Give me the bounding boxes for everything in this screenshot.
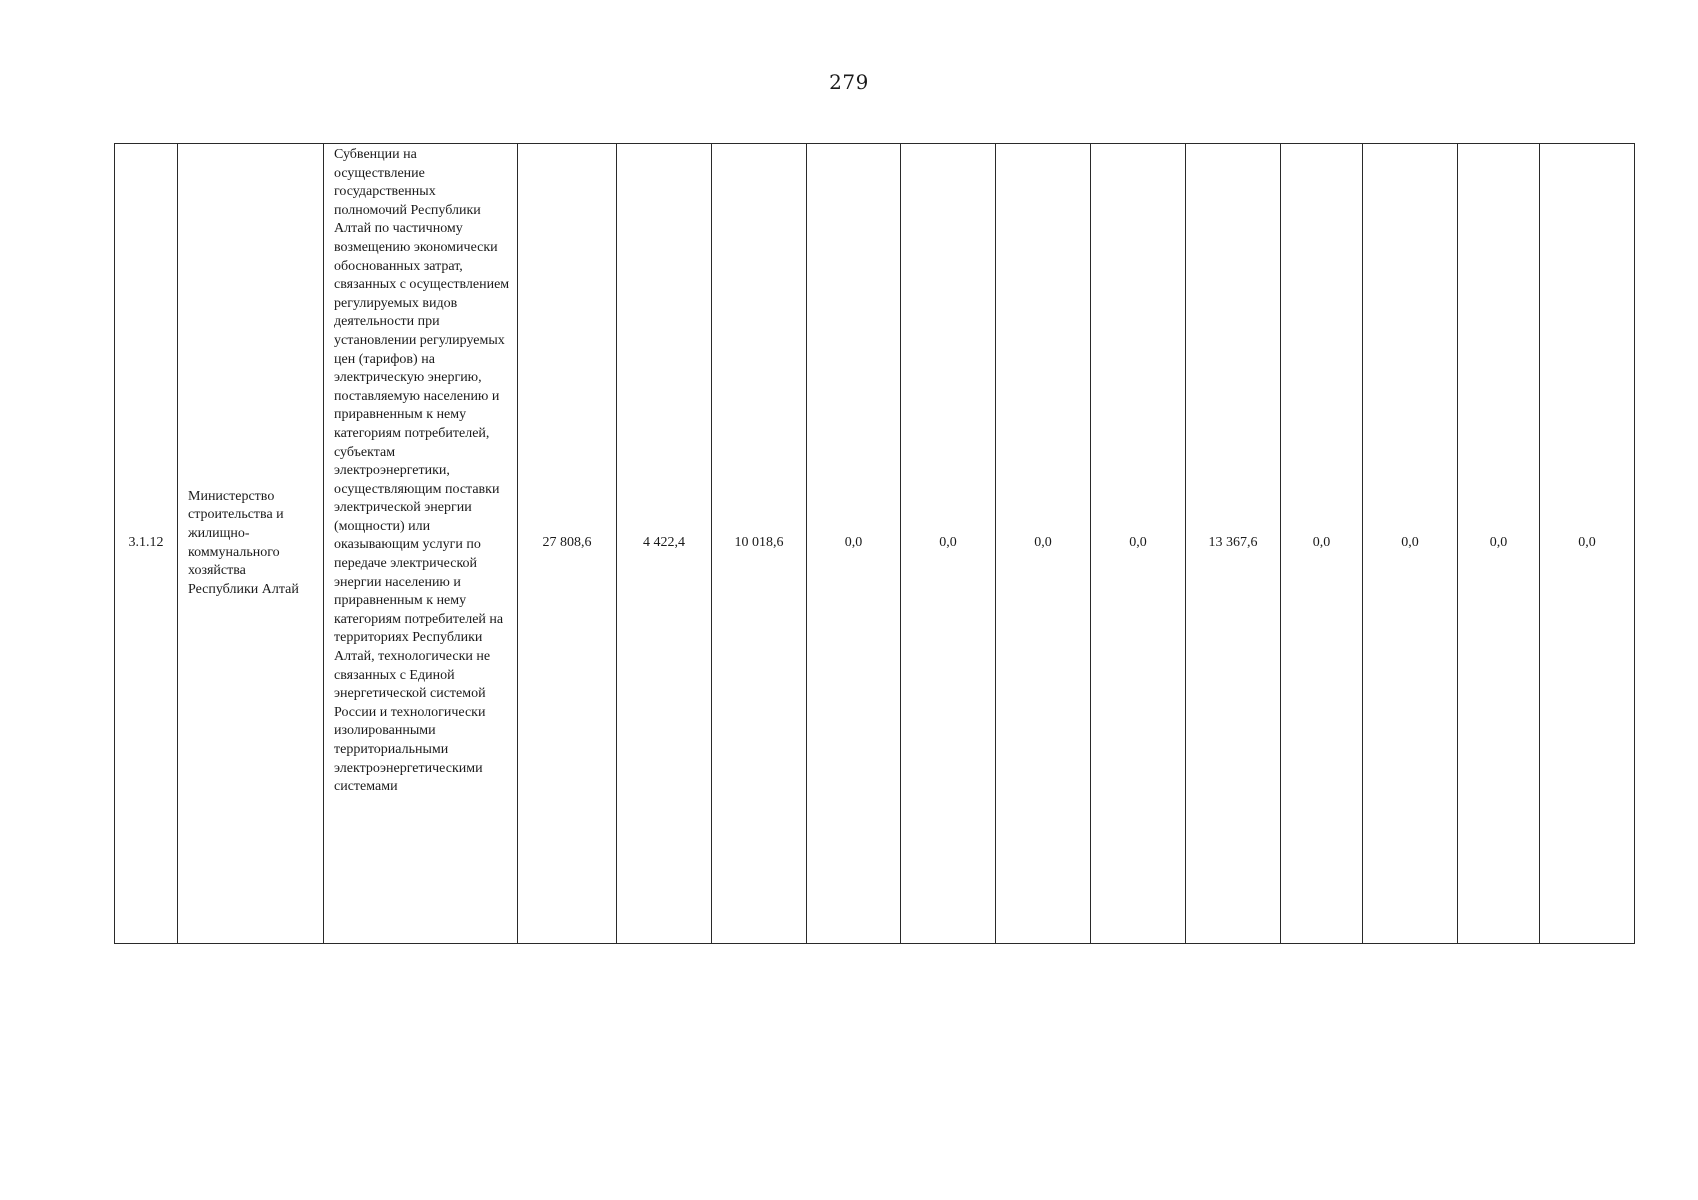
organization-cell: Министерство строительства и жилищно-коммунального хозяйства Республики Алтай bbox=[178, 144, 324, 944]
value-cell-total: 27 808,6 bbox=[518, 144, 617, 944]
description-text: Субвенции на осуществление государственных полномочий Республики Алтай по частичному возмещению экономически обоснованных затрат, связанных с осуществлением регулируемых видов деятельности при установлении регулируемых цен (тарифов) на электрическую энергию, поставляемую населению и приравненным к нему категориям потребителей, субъектам электроэнергетики, осуществляющим поставки электрической энергии (мощности) или оказывающим услуги по передаче электрической энергии населению и приравненным к нему категориям потребителей на территориях Республики Алтай, технологически не связанных с Единой энергетической системой России и технологически изолированными территориальными электроэнергетическими системами bbox=[334, 147, 510, 795]
value-cell: 0,0 bbox=[1540, 144, 1635, 944]
value-cell: 0,0 bbox=[1091, 144, 1186, 944]
value-cell: 4 422,4 bbox=[617, 144, 712, 944]
value-cell: 0,0 bbox=[901, 144, 996, 944]
budget-table bbox=[114, 143, 1635, 944]
value-cell: 0,0 bbox=[1363, 144, 1458, 944]
value-cell: 0,0 bbox=[1281, 144, 1363, 944]
table-row bbox=[115, 144, 1635, 944]
row-code-cell: 3.1.12 bbox=[115, 144, 178, 944]
value-cell: 0,0 bbox=[807, 144, 901, 944]
value-cell: 10 018,6 bbox=[712, 144, 807, 944]
value-cell: 0,0 bbox=[1458, 144, 1540, 944]
page-number: 279 bbox=[829, 70, 869, 94]
value-cell: 0,0 bbox=[996, 144, 1091, 944]
value-cell: 13 367,6 bbox=[1186, 144, 1281, 944]
description-cell bbox=[324, 144, 518, 944]
